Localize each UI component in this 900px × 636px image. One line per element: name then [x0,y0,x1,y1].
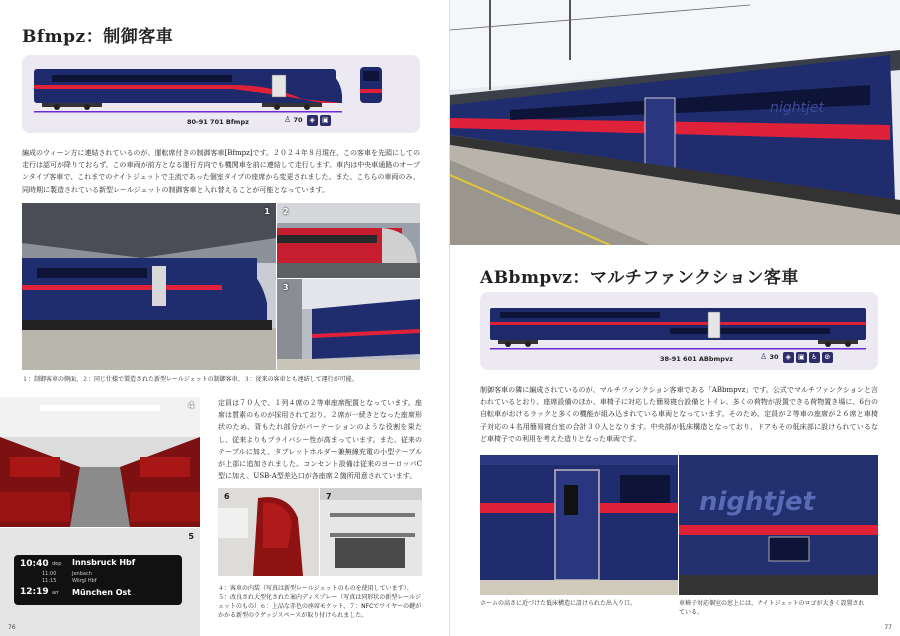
caption-entrance: ホームの高さに近づけた低床構造に設けられた出入り口。 [480,600,637,607]
body-paragraph-seating: 定員は７０人で、１列４席の２等車座席配置となっています。座席は質素のものが採用されており、２席が一続きとなった座席形状のため、背もたれ部分がパーテーションのような役割を果たし、従来よりもプライバシー性が高まっています。また、従来のテーブルに加え、タブレットホルダー兼無線充電の小型テーブルが上部に追加されました。コンセント設備は従来のヨーロッパC型に加え、USB-A型差込口が各座席２箇所用意されています。 [218,399,422,481]
page-number: 77 [884,624,892,631]
bike-icon: ⊙ [822,352,833,363]
photo-new-railjet-control-car [277,203,420,278]
seat-count-value: 30 [769,353,779,361]
seat-count [284,115,331,126]
info-display-screen [14,555,182,605]
photo-interior [0,397,200,527]
page-title: ABbmpvz：マルチファンクション客車 [480,268,799,288]
page-number: 76 [8,624,16,631]
display-time: 10:40 [20,559,49,569]
body-paragraph: 編成のウィーン方に連結されているのが、運転席付きの制御客車[Bfmpz]です。２０２４年８月現在、この客車を先頭にしての走行は認可が降りておらず、この車両が前方となる運行方向でも機関車を前に連結して走行します。車内は中央車通路のオープンタイプ客車で、これまでのナイトジェットで主流であった個室タイプの座席から変更されました。また、こちらの車両のみ、同時期に製造されている新型レールジェットの制御客車と入れ替えることが可能となっています。 [22,149,420,194]
seat-count [760,352,833,363]
car-designation: 80-91 701 Bfmpz [187,118,249,126]
photo-number: 3 [283,283,289,292]
display-destination: Innsbruck Hbf [72,558,136,567]
photo-number: 1 [264,207,270,216]
train-diagram [480,292,878,370]
body-paragraph: 制御客車の隣に編成されているのが、マルチファンクション客車である「ABbmpvz」です。公式でマルチファンクションと言われているとおり、座席設備のほか、車椅子に対応した簡易寝台設備とトイレ、多くの荷物が設置できる荷物置き場に、6台の自転車がおけるラックと多くの機能が組み込まれている車両となっています。そのため、定員が２等車の座席が２６席と車椅子対応の４名用簡易寝台室の合計３０人となります。中央部が低床構造となっており、ドアもその低床部に設けられているなど車椅子での利用を考えた造りとなった車両です。 [480,386,878,443]
seat-icon: ♙ [760,352,768,361]
car-designation: 38-91 601 ABbmpvz [660,355,733,363]
luggage-icon: ▣ [320,115,331,126]
photo-luggage-space [320,488,422,576]
wifi-icon: ◈ [307,115,318,126]
display-via-2: Wörgl Hbf [72,578,97,584]
display-arr: arr [52,590,60,596]
photo-number: 4 [188,401,194,410]
luggage-icon: ▣ [796,352,807,363]
nightjet-logo: nightjet [770,100,825,116]
display-time-1: 11:00 [42,571,57,577]
display-via-1: Jenbach [72,571,92,577]
seat-icon: ♙ [284,115,292,124]
photo-control-car-side [22,203,276,370]
train-diagram [22,55,420,133]
page-title: Bfmpz：制御客車 [22,27,174,47]
caption-window-logo: 車椅子対応個室の窓上には、ナイトジェットのロゴが大きく設置されている。 [679,600,865,616]
nightjet-logo: nightjet [699,487,815,517]
display-final-destination: München Ost [72,588,132,597]
caption-photos-1-3: １：制御客車の側面、２：同じ仕様で製造された新型レールジェットの制御客車、３：従来の客車とも連結して運行が可能。 [22,376,358,383]
photo-number: 5 [188,532,194,541]
photo-number: 6 [224,492,230,501]
wifi-icon: ◈ [783,352,794,363]
photo-number: 2 [283,207,289,216]
photo-info-display [0,528,200,636]
right-page [450,0,900,636]
photo-red-seats [218,488,319,576]
display-time-2: 11:15 [42,578,57,584]
photo-coupled-cars [277,279,420,370]
display-dep: dep [52,561,62,567]
seat-count-value: 70 [293,116,303,124]
photo-wheelchair-room-window [679,455,878,595]
display-arrival-time: 12:19 [20,587,49,597]
caption-photos-4-7: ４：客車の内装（写真は新型レールジェットのものを使用しています）、５：改良され大型化された案内ディスプレー（写真は同形状の新型レールジェットのもの）６：上品な赤色の座席モケット、７：NFCでワイヤーの鍵がかかる新型のラゲッジスペースが取り付けられました。 [218,585,422,619]
photo-number: 7 [326,492,332,501]
wheelchair-icon: ♿ [809,352,820,363]
photo-low-floor-entrance [480,455,678,595]
photo-multifunction-car-platform [450,0,900,245]
